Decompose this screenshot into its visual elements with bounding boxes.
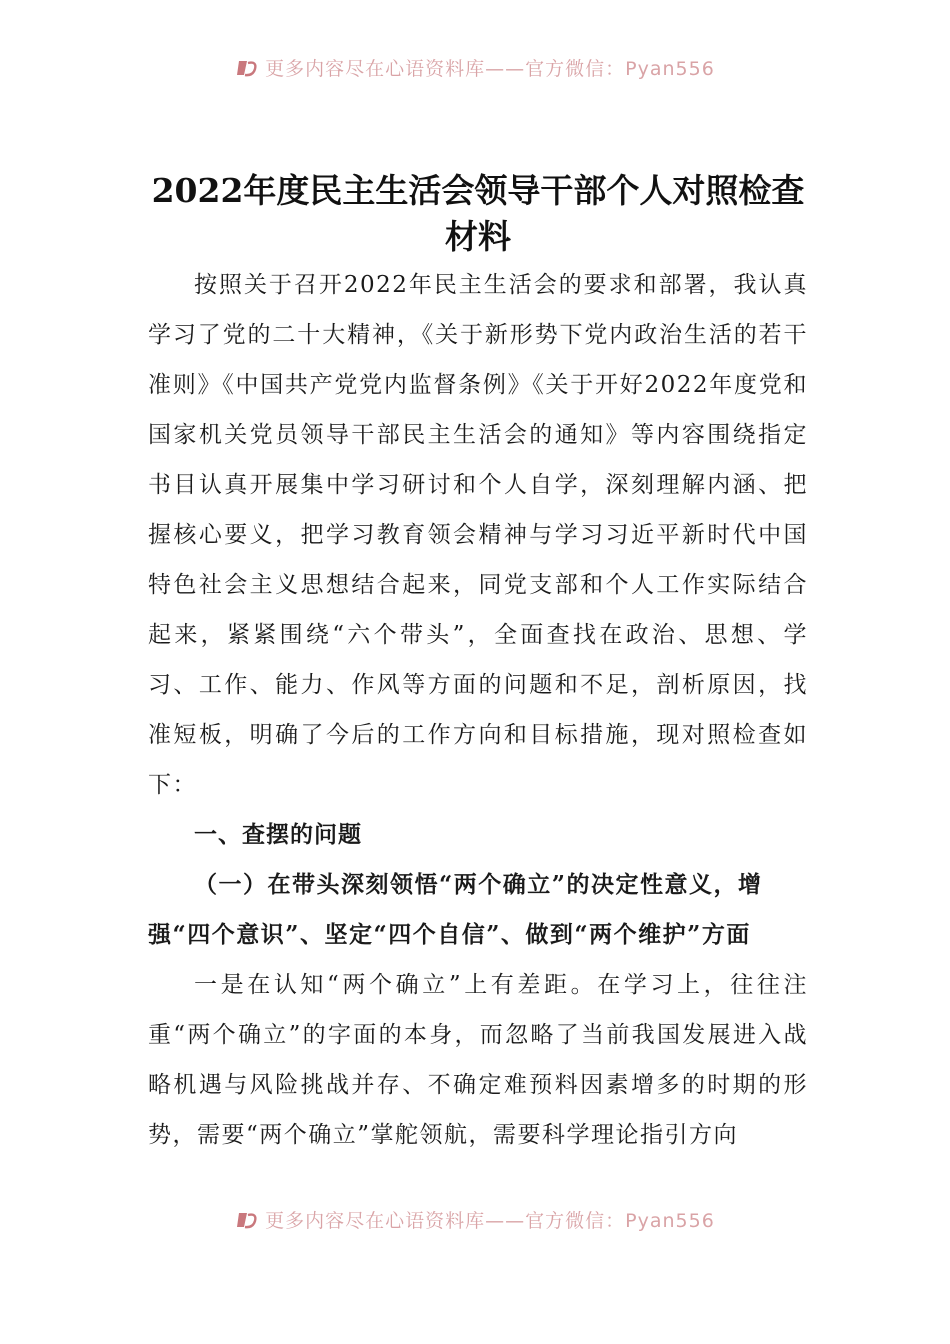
document-title: 2022年度民主生活会领导干部个人对照检查材料 [151,171,805,256]
body-paragraph: 一是在认知“两个确立”上有差距。在学习上，往往注重“两个确立”的字面的本身，而忽略了当前我国发展进入战略机遇与风险挑战并存、不确定难预料因素增多的时期的形势，需要“两个确立”掌舵领航，需要科学理论指引方向 [148,972,808,1148]
watermark-logo-icon [235,57,261,79]
document-body [148,168,808,1160]
watermark-text: 更多内容尽在心语资料库——官方微信：Pyan556 [265,1210,715,1232]
watermark-text: 更多内容尽在心语资料库——官方微信：Pyan556 [265,58,715,80]
watermark-logo-icon [235,1209,261,1231]
section-heading: 一、查摆的问题 [194,822,362,848]
header-watermark [0,54,950,82]
intro-paragraph: 按照关于召开2022年民主生活会的要求和部署，我认真学习了党的二十大精神，《关于新形势下党内政治生活的若干准则》《中国共产党党内监督条例》《关于开好2022年度党和国家机关党员领导干部民主生活会的通知》等内容围绕指定书目认真开展集中学习研讨和个人自学，深刻理解内涵、把握核心要义，把学习教育领会精神与学习习近平新时代中国特色社会主义思想结合起来，同党支部和个人工作实际结合起来，紧紧围绕“六个带头”，全面查找在政治、思想、学习、工作、能力、作风等方面的问题和不足，剖析原因，找准短板，明确了今后的工作方向和目标措施，现对照检查如下： [148,272,808,798]
footer-watermark [0,1206,950,1234]
subsection-heading: （一）在带头深刻领悟“两个确立”的决定性意义，增强“四个意识”、坚定“四个自信”、做到“两个维护”方面 [148,871,763,948]
